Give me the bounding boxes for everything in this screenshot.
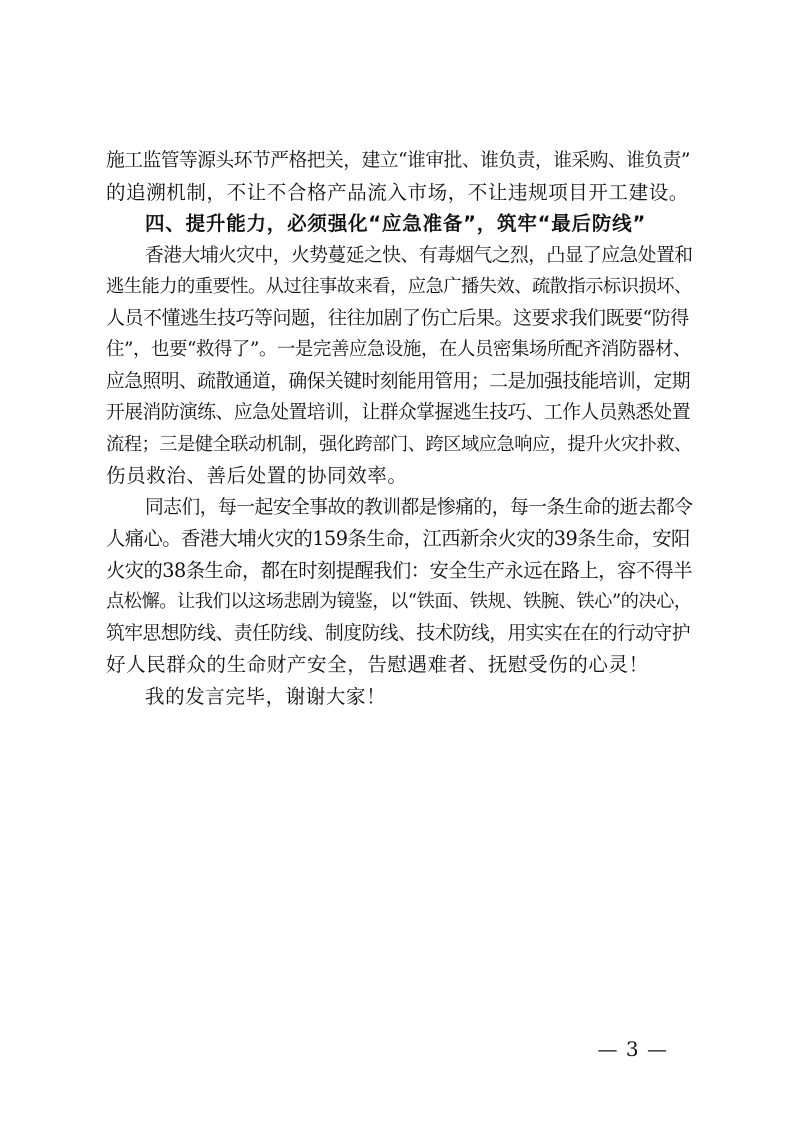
closing-line: 我的发言完毕，谢谢大家！ — [145, 684, 387, 708]
paragraph-line: 逃生能力的重要性。从过往事故来看，应急广播失效、疏散指示标识损坏、 — [106, 276, 692, 297]
paragraph-line: 伤员救治、善后处置的协同效率。 — [106, 464, 408, 487]
paragraph-line: 住”，也要“救得了”。一是完善应急设施，在人员密集场所配齐消防器材、 — [106, 339, 691, 360]
paragraph-line: 点松懈。让我们以这场悲剧为镜鉴，以“铁面、铁规、铁腕、铁心”的决心， — [106, 591, 692, 612]
paragraph-line: 流程；三是健全联动机制，强化跨部门、跨区域应急响应，提升火灾扑救、 — [106, 433, 692, 455]
paragraph-line: 应急照明、疏散通道，确保关键时刻能用管用；二是加强技能培训，定期 — [106, 370, 690, 392]
paragraph-line: 人痛心。香港大埔火灾的159条生命，江西新余火灾的39条生命，安阳 — [106, 527, 690, 550]
paragraph-line: 火灾的38条生命，都在时刻提醒我们：安全生产永远在路上，容不得半 — [106, 558, 692, 582]
paragraph-line: 人员不懂逃生技巧等问题，往往加剧了伤亡后果。这要求我们既要“防得 — [106, 306, 689, 329]
paragraph-line: 开展消防演练、应急处置培训，让群众掌握逃生技巧、工作人员熟悉处置 — [106, 402, 690, 423]
paragraph-line: 的追溯机制，不让不合格产品流入市场，不让违规项目开工建设。 — [106, 180, 689, 204]
section-heading: 四、提升能力，必须强化“应急准备”，筑牢“最后防线” — [145, 212, 647, 235]
page-number: — 3 — — [597, 1037, 668, 1061]
paragraph-line: 好人民群众的生命财产安全，告慰遇难者、抚慰受伤的心灵！ — [106, 653, 649, 676]
paragraph-line: 筑牢思想防线、责任防线、制度防线、技术防线，用实实在在的行动守护 — [106, 622, 690, 644]
paragraph-line: 施工监管等源头环节严格把关，建立“谁审批、谁负责，谁采购、谁负责” — [106, 150, 690, 171]
paragraph-line: 同志们，每一起安全事故的教训都是惨痛的，每一条生命的逝去都令 — [145, 496, 693, 518]
document-body — [106, 146, 694, 711]
paragraph-line: 香港大埔火灾中，火势蔓延之快、有毒烟气之烈，凸显了应急处置和 — [145, 244, 693, 266]
